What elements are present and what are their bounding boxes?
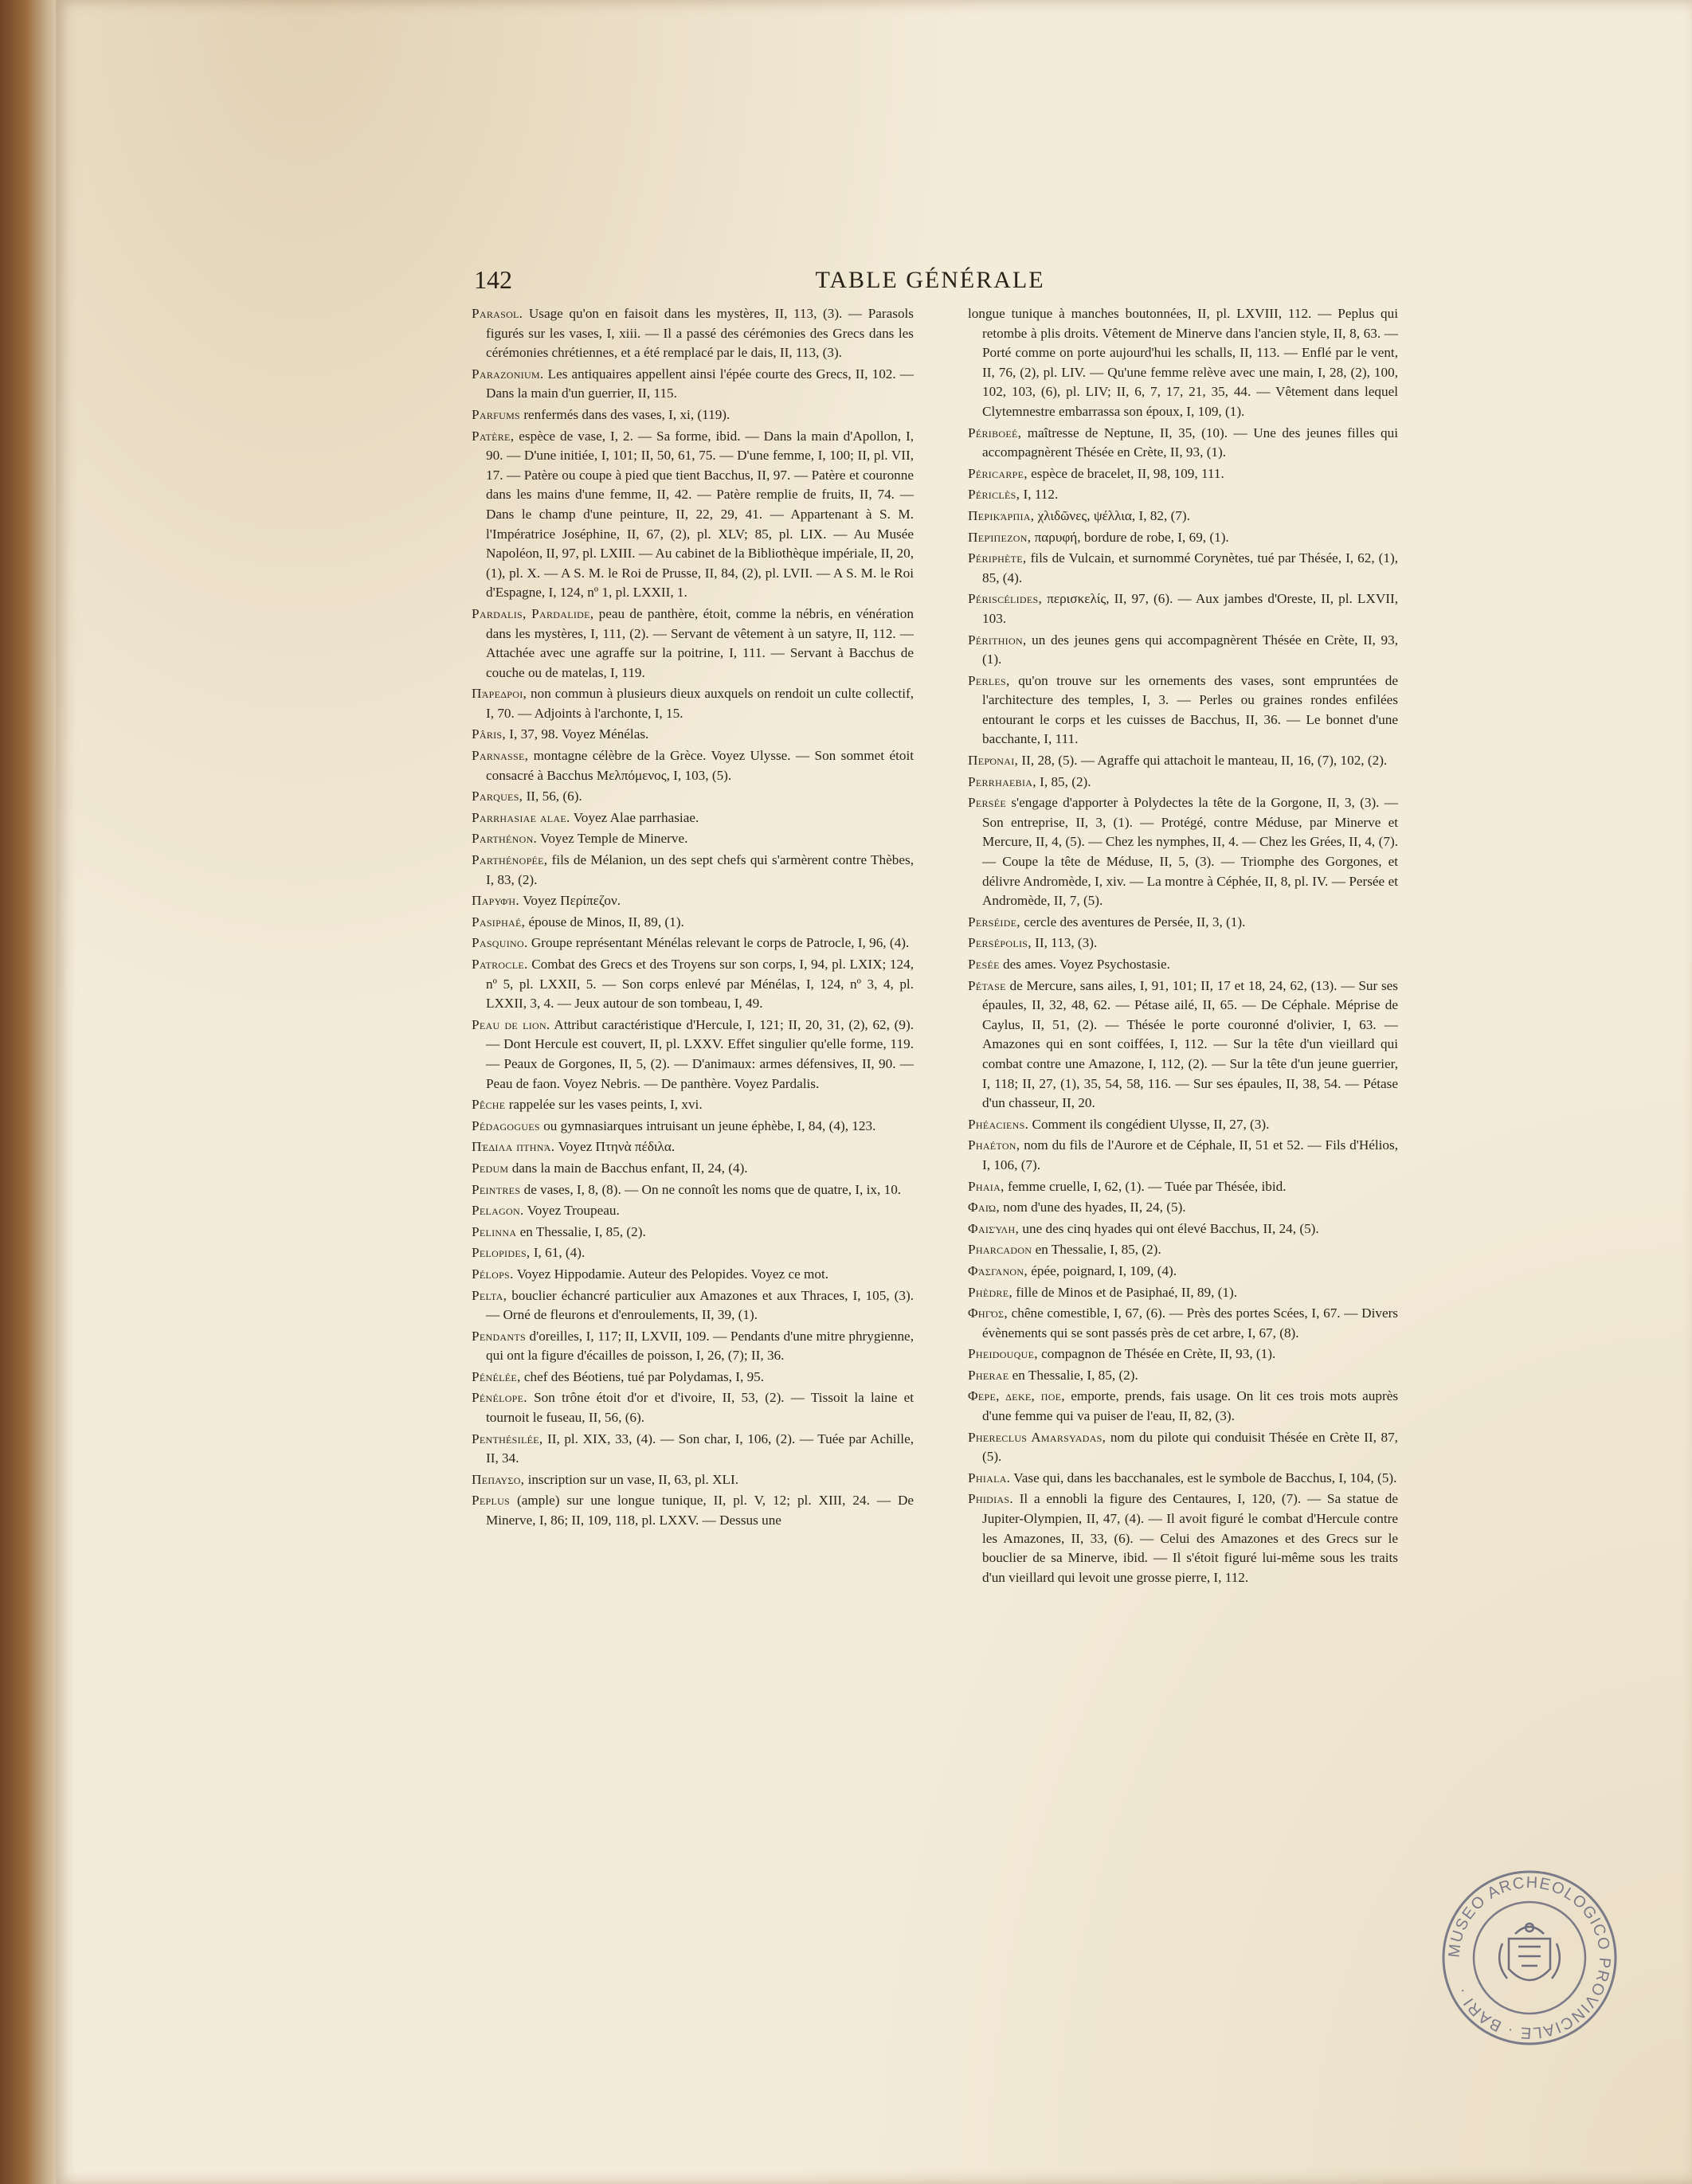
index-references: de vases, I, 8, (8). — On ne connoît les noms que de quatre, I, ix, 10. [520, 1181, 902, 1197]
index-entry [472, 365, 914, 404]
index-entry [968, 773, 1398, 793]
index-references: des ames. Voyez Psychostasie. [999, 957, 1170, 972]
index-entry [968, 1115, 1398, 1135]
index-term: Πέδιλα πτηνά. [472, 1139, 555, 1155]
index-entry [968, 913, 1398, 933]
index-references: longue tunique à manches boutonnées, II, pl. LXVIII, 112. — Peplus qui retombe à plis droits. Vêtement de Minerve dans l'ancien style, II, 8, 63. — Porté comme on porte aujourd'hui les schalls, II, 113. — Enflé par le vent, II, 76, (2), pl. LIV. — Qu'une femme relève avec une main, I, 28, (2), 100, 102, 103, (6), pl. LIV; II, 6, 7, 17, 21, 35, 44. — Vêtement dans lequel Clytemnestre embarrassa son époux, I, 109, (1). [968, 306, 1398, 419]
index-references: II, 56, (6). [523, 789, 582, 804]
index-term: Phiala. [968, 1470, 1011, 1485]
index-entry [968, 507, 1398, 526]
index-term: Pelopides, [472, 1245, 531, 1261]
index-term: Pesée [968, 957, 1000, 972]
index-references: inscription sur un vase, II, 63, pl. XLI. [524, 1471, 739, 1487]
index-entry [472, 746, 914, 785]
index-references: cercle des aventures de Persée, II, 3, (1). [1020, 914, 1246, 930]
index-references: Voyez Alae parrhasiae. [570, 809, 699, 825]
index-term: Φαιώ, [968, 1200, 1000, 1215]
museum-stamp [1439, 1867, 1620, 2049]
index-references: Voyez Πτηνὰ πέδιλα. [554, 1139, 676, 1155]
index-references: (ample) sur une longue tunique, II, pl. V, 12; pl. XIII, 24. — De Minerve, I, 86; II, 109, 118, pl. LXXV. — Dessus une [486, 1493, 914, 1528]
index-entry [472, 405, 914, 425]
index-entry [968, 1283, 1398, 1303]
index-term: Pheidouque, [968, 1346, 1038, 1362]
index-entry [968, 671, 1398, 750]
index-references: I, 85, (2). [1036, 773, 1091, 789]
index-entry [472, 1491, 914, 1530]
index-references: qu'on trouve sur les ornements des vases, sont empruntées de l'architecture des temples, I, 3. — Perles ou graines rondes enfilées entourant le corps et les cuisses de Bacchus, II, 36. — Le bonnet d'une bacchante, I, 111. [982, 672, 1398, 747]
index-term: Périthion, [968, 632, 1027, 648]
index-references: de Mercure, sans ailes, I, 91, 101; II, 17 et 18, 24, 62, (13). — Sur ses épaules, II, 32, 48, 62. — Pétase ailé, II, 65. — De Céphale. Méprise de Caylus, II, 51, (2). — Thésée le porte couronné d'olivier, I, 63. — Amazones qui en sont coiffées, I, 112. — Sur la tête d'un vieillard qui combat contre une Amazone, I, 112, (2). — Sur la tête d'un jeune guerrier, I, 118; II, 27, (1), 35, 54, 58, 116. — Sur ses épaules, II, 38, 54. — Pétase d'un chasseur, II, 20. [982, 977, 1398, 1111]
index-term: Pasquino. [472, 935, 528, 951]
index-references: nom du fils de l'Aurore et de Céphale, II, 51 et 52. — Fils d'Hélios, I, 106, (7). [982, 1137, 1398, 1172]
index-references: fille de Minos et de Pasiphaé, II, 89, (1). [1012, 1284, 1238, 1300]
index-term: Pêche [472, 1097, 506, 1113]
index-references: II, 113, (3). [1031, 935, 1098, 951]
index-references: Combat des Grecs et des Troyens sur son corps, I, 94, pl. LXIX; 124, nº 5, pl. LXXII, 5. — Son corps enlevé par Ménélas, I, 124, nº 3, 4, pl. LXXII, 3, 4. — Jeux autour de son tombeau, I, 49. [486, 957, 914, 1012]
index-references: Voyez Περίπεζον. [519, 893, 621, 909]
page-header [474, 265, 1386, 303]
index-entry [968, 1240, 1398, 1260]
index-term: Périscélides, [968, 591, 1043, 607]
index-entry [472, 427, 914, 603]
index-term: Pardalis, Pardalide, [472, 605, 594, 621]
index-entry [472, 851, 914, 890]
index-entry [968, 751, 1398, 771]
index-references: fils de Vulcain, et surnommé Corynètes, tué par Thésée, I, 62, (1), 85, (4). [982, 550, 1398, 585]
index-entry [968, 485, 1398, 505]
index-references: chêne comestible, I, 67, (6). — Près des portes Scées, I, 67. — Divers évènements qui se sont passés près de cet arbre, I, 67, (8). [982, 1305, 1398, 1341]
index-references: en Thessalie, I, 85, (2). [1032, 1242, 1161, 1258]
index-term: Pendants [472, 1328, 526, 1344]
index-references: dans la main de Bacchus enfant, II, 24, (4). [508, 1160, 748, 1176]
index-term: Parasol. [472, 306, 523, 321]
running-title: TABLE GÉNÉRALE [815, 267, 1045, 293]
index-term: Περικάρπια, [968, 507, 1035, 523]
index-entry [968, 304, 1398, 422]
index-term: Pâris, [472, 726, 506, 742]
index-references: nom du pilote qui conduisit Thésée en Crète II, 87, (5). [982, 1429, 1398, 1465]
index-references: rappelée sur les vases peints, I, xvi. [505, 1097, 703, 1113]
index-references: περισκελίς, II, 97, (6). — Aux jambes d'Oreste, II, pl. LXVII, 103. [982, 591, 1398, 626]
index-term: Pelagon. [472, 1203, 524, 1219]
index-term: Périclès, [968, 487, 1020, 503]
index-term: Peintres [472, 1181, 521, 1197]
index-references: peau de panthère, étoit, comme la nébris, en vénération dans les mystères, I, 111, (2). — Servant de vêtement à un satyre, II, 112. — Attachée avec une agraffe sur la poitrine, I, 111. — Servant à Bacchus de couche ou de matelas, I, 119. [486, 605, 914, 680]
index-references: Groupe représentant Ménélas relevant le corps de Patrocle, I, 96, (4). [527, 935, 910, 951]
index-entry [472, 787, 914, 807]
index-references: emporte, prends, fais usage. On lit ces trois mots auprès d'une femme qui va puiser de l'eau, II, 82, (3). [982, 1388, 1399, 1424]
index-entry [472, 808, 914, 828]
index-references: I, 61, (4). [530, 1245, 586, 1261]
index-term: Phidias. [968, 1491, 1013, 1507]
coat-of-arms-icon [1499, 1924, 1560, 1980]
index-references: espèce de vase, I, 2. — Sa forme, ibid. — Dans la main d'Apollon, I, 90. — D'une initiée, I, 101; II, 50, 61, 75. — D'une femme, I, 100; II, pl. VII, 17. — Patère ou coupe à pied que tient Bacchus, II, 97. — Patère et couronne dans les mains d'une femme, II, 42. — Patère remplie de fruits, II, 74. — Dans le champ d'une peinture, II, 22, 29, 41. — Appartenant à S. M. l'Impératrice Joséphine, II, 67, (2), pl. XLV; 85, pl. LIX. — Au Musée Napoléon, II, 97, pl. LXIII. — Au cabinet de la Bibliothèque impériale, II, 20, (1), pl. X. — A S. M. le Roi de Prusse, II, 84, (2), pl. LVII. — A S. M. le Roi d'Espagne, I, 124, nº 1, pl. LXXII, 1. [486, 428, 914, 601]
index-term: Patrocle. [472, 957, 528, 972]
index-references: non commun à plusieurs dieux auxquels on rendoit un culte collectif, I, 70. — Adjoints à l'archonte, I, 15. [486, 686, 914, 721]
index-references: bouclier échancré particulier aux Amazones et aux Thraces, I, 105, (3). — Orné de fleurons et d'enroulements, II, 39, (1). [486, 1287, 914, 1323]
index-references: II, pl. XIX, 33, (4). — Son char, I, 106, (2). — Tuée par Achille, II, 34. [486, 1431, 914, 1466]
stamp-inner-ring [1474, 1902, 1585, 2014]
index-term: Φαισύλη, [968, 1220, 1020, 1236]
index-entry [968, 424, 1398, 463]
index-entry [968, 977, 1398, 1114]
index-references: Les antiquaires appellent ainsi l'épée courte des Grecs, II, 102. — Dans la main d'un guerrier, II, 115. [486, 366, 914, 401]
index-references: Son trône étoit d'or et d'ivoire, II, 53, (2). — Tissoit la laine et tournoit le fuseau, II, 56, (6). [486, 1390, 914, 1426]
index-term: Πεπαυσο, [472, 1471, 525, 1487]
index-references: Usage qu'on en faisoit dans les mystères, II, 113, (3). — Parasols figurés sur les vases, I, xiii. — Il a passé des cérémonies des Grecs dans les cérémonies chrétiennes, et a été remplacé par le dais, II, 113, (3). [486, 306, 914, 361]
index-entry [472, 1137, 914, 1157]
index-entry [968, 1198, 1398, 1218]
index-term: Perles, [968, 672, 1010, 688]
index-entry [968, 589, 1398, 628]
index-entry [472, 1016, 914, 1094]
index-references: épouse de Minos, II, 89, (1). [525, 914, 684, 930]
index-references: un des jeunes gens qui accompagnèrent Thésée en Crète, II, 93, (1). [982, 632, 1398, 667]
index-term: Parfums [472, 406, 521, 422]
index-entry [472, 1243, 914, 1263]
index-references: Attribut caractéristique d'Hercule, I, 121; II, 20, 31, (2), 62, (9). — Dont Hercule est couvert, II, pl. LXXV. Effet singulier qu'elle forme, 119. — Peaux de Gorgones, II, 5, (2). — D'animaux: armes défensives, II, 90. — Peau de faon. Voyez Nebris. — De panthère. Voyez Pardalis. [486, 1016, 915, 1091]
index-term: Phaéton, [968, 1137, 1020, 1153]
index-entry [968, 1489, 1398, 1587]
index-references: I, 37, 98. Voyez Ménélas. [506, 726, 649, 742]
index-entry [968, 549, 1398, 588]
stamp-text: MUSEO ARCHEOLOGICO PROVINCIALE · BARI · [1445, 1873, 1614, 2042]
index-term: Pherae [968, 1367, 1009, 1383]
index-term: Parrhasiae alae. [472, 809, 570, 825]
index-references: en Thessalie, I, 85, (2). [516, 1223, 646, 1239]
index-entry [472, 1095, 914, 1115]
index-entry [472, 1430, 914, 1469]
index-entry [472, 933, 914, 953]
index-entry [472, 913, 914, 933]
index-references: s'engage d'apporter à Polydectes la tête de la Gorgone, II, 3, (3). — Son entreprise, II, 3, (1). — Protégé, contre Méduse, par Minerve et Mercure, II, 4, (5). — Chez les nymphes, II, 4. — Chez les Grées, II, 4, (7). — Coupe la tête de Méduse, II, 5, (3). — Triomphe des Gorgones, et délivre Andromède, I, xiv. — La montre à Céphée, II, 8, pl. IV. — Persée et Andromède, II, 7, (5). [982, 795, 1398, 909]
index-references: Vase qui, dans les bacchanales, est le symbole de Bacchus, I, 104, (5). [1010, 1470, 1397, 1485]
index-term: Πάρεδροι, [472, 686, 527, 702]
index-term: Pelta, [472, 1287, 507, 1303]
index-references: Il a ennobli la figure des Centaures, I, 120, (7). — Sa statue de Jupiter-Olympien, II, 47, (4). — Il avoit figuré le combat d'Hercule contre les Amazones, II, 33, (6). — Celui des Amazones et des Grecs sur le bouclier de sa Minerve, ibid. — Il s'étoit figuré lui-même sous les traits d'un vieillard qui levoit une grosse pierre, I, 112. [982, 1491, 1398, 1585]
index-references: maîtresse de Neptune, II, 35, (10). — Une des jeunes filles qui accompagnèrent Thésée en Crète, II, 93, (1). [982, 425, 1398, 460]
index-term: Pénélée, [472, 1368, 521, 1384]
index-entry [472, 1223, 914, 1243]
index-term: Pasiphaé, [472, 914, 526, 930]
index-references: en Thessalie, I, 85, (2). [1009, 1367, 1138, 1383]
stamp-outer-ring [1443, 1872, 1616, 2044]
page-number: 142 [474, 265, 512, 294]
index-term: Peau de lion. [472, 1016, 550, 1032]
index-entry [472, 1368, 914, 1388]
index-references: Voyez Temple de Minerve. [537, 831, 688, 847]
index-term: Pénélope. [472, 1390, 527, 1406]
index-references: épée, poignard, I, 109, (4). [1027, 1262, 1177, 1278]
index-term: Périphète, [968, 550, 1027, 566]
index-entry [968, 528, 1398, 548]
index-term: Parques, [472, 789, 523, 804]
index-entry [968, 793, 1398, 911]
index-term: Parthénon. [472, 831, 538, 847]
index-entry [472, 1286, 914, 1325]
index-term: Pétase [968, 977, 1006, 993]
index-term: Patère, [472, 428, 515, 444]
index-entry [472, 955, 914, 1014]
index-entry [472, 891, 914, 911]
index-entry [472, 1180, 914, 1200]
index-term: Phereclus Amarsyadas, [968, 1429, 1106, 1445]
index-term: Perséide, [968, 914, 1020, 930]
index-term: Périboeé, [968, 425, 1022, 440]
index-references: παρυφή, bordure de robe, I, 69, (1). [1031, 529, 1229, 545]
index-entry [968, 1304, 1398, 1343]
index-entry [968, 1177, 1398, 1197]
index-entry [472, 725, 914, 745]
index-term: Περόναι, [968, 753, 1019, 769]
index-entry [472, 1201, 914, 1221]
index-references: Voyez Troupeau. [523, 1203, 620, 1219]
index-references: nom d'une des hyades, II, 24, (5). [999, 1200, 1186, 1215]
index-references: Comment ils congédient Ulysse, II, 27, (3). [1028, 1116, 1270, 1132]
page-edge-shadow [0, 0, 64, 2184]
index-entry [968, 631, 1398, 670]
index-entry [968, 955, 1398, 975]
index-entry [472, 684, 914, 723]
index-entry [472, 605, 914, 683]
index-term: Pédagogues [472, 1117, 540, 1133]
index-term: Φερε, δεκε, ποε, [968, 1388, 1065, 1404]
index-entry [472, 1470, 914, 1490]
index-entry [472, 829, 914, 849]
index-entry [968, 1136, 1398, 1175]
index-references: compagnon de Thésée en Crète, II, 93, (1). [1037, 1346, 1276, 1362]
index-term: Persée [968, 795, 1007, 811]
index-term: Phéaciens. [968, 1116, 1029, 1132]
index-references: Voyez Hippodamie. Auteur des Pelopides. Voyez ce mot. [513, 1266, 829, 1282]
index-term: Φηγός, [968, 1305, 1008, 1321]
index-entry [968, 464, 1398, 484]
index-references: chef des Béotiens, tué par Polydamas, I, 95. [520, 1368, 765, 1384]
index-column-right [968, 304, 1398, 1589]
index-term: Persépolis, [968, 935, 1032, 951]
index-term: Phaia, [968, 1178, 1005, 1194]
index-term: Pelinna [472, 1223, 517, 1239]
index-term: Pharcadon [968, 1242, 1032, 1258]
index-entry [472, 1265, 914, 1285]
index-references: χλιδῶνες, ψέλλια, I, 82, (7). [1034, 507, 1190, 523]
index-term: Pélops. [472, 1266, 514, 1282]
index-term: Penthésilée, [472, 1431, 543, 1446]
index-term: Pedum [472, 1160, 509, 1176]
index-entry [472, 1159, 914, 1179]
index-references: montagne célèbre de la Grèce. Voyez Ulysse. — Son sommet étoit consacré à Bacchus Μελπόμενος, I, 103, (5). [486, 748, 914, 783]
index-references: femme cruelle, I, 62, (1). — Tuée par Thésée, ibid. [1004, 1178, 1287, 1194]
index-term: Περίπεζον, [968, 529, 1032, 545]
index-term: Péricarpe, [968, 465, 1028, 481]
index-references: espèce de bracelet, II, 98, 109, 111. [1027, 465, 1224, 481]
index-term: Παρυφή. [472, 893, 519, 909]
index-references: une des cinq hyades qui ont élevé Bacchus, II, 24, (5). [1019, 1220, 1319, 1236]
index-entry [968, 1387, 1398, 1426]
index-entry [472, 1388, 914, 1427]
index-references: II, 28, (5). — Agraffe qui attachoit le manteau, II, 16, (7), 102, (2). [1018, 753, 1388, 769]
index-references: fils de Mélanion, un des sept chefs qui s'armèrent contre Thèbes, I, 83, (2). [486, 852, 914, 887]
index-term: Perrhaebia, [968, 773, 1036, 789]
index-references: I, 112. [1020, 487, 1059, 503]
index-entry [968, 1428, 1398, 1467]
index-term: Phèdre, [968, 1284, 1012, 1300]
index-entry [968, 933, 1398, 953]
index-term: Peplus [472, 1493, 511, 1509]
index-entry [968, 1366, 1398, 1386]
index-references: d'oreilles, I, 117; II, LXVII, 109. — Pendants d'une mitre phrygienne, qui ont la figure d'écailles de poisson, I, 26, (7); II, 36. [486, 1328, 914, 1364]
index-entry [968, 1469, 1398, 1489]
index-entry [472, 1117, 914, 1137]
index-term: Φάσγανον, [968, 1262, 1028, 1278]
index-entry [968, 1262, 1398, 1282]
index-entry [472, 1327, 914, 1366]
index-entry [968, 1219, 1398, 1239]
index-column-left [472, 304, 914, 1532]
index-entry [472, 304, 914, 363]
index-references: renfermés dans des vases, I, xi, (119). [520, 406, 730, 422]
index-term: Parnasse, [472, 748, 529, 764]
index-references: ou gymnasiarques intruisant un jeune éphèbe, I, 84, (4), 123. [539, 1117, 876, 1133]
index-term: Parazonium. [472, 366, 544, 382]
index-term: Parthénopée, [472, 852, 548, 868]
index-entry [968, 1344, 1398, 1364]
